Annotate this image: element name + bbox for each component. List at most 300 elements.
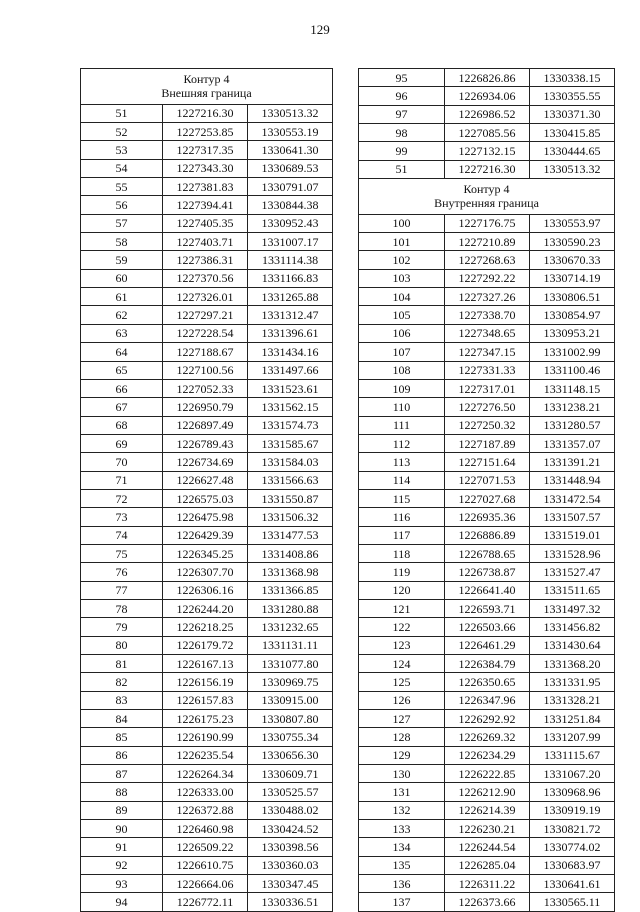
point-number-cell: 108 [359,361,445,379]
x-coordinate-cell: 1227338.70 [445,306,530,324]
point-number-cell: 60 [81,269,163,287]
x-coordinate-cell: 1226429.39 [163,526,248,544]
y-coordinate-cell: 1331077.80 [248,655,333,673]
table-row [81,453,333,471]
x-coordinate-cell: 1226575.03 [163,489,248,507]
y-coordinate-cell: 1331574.73 [248,416,333,434]
point-number-cell: 110 [359,398,445,416]
table-row [81,875,333,893]
point-number-cell: 63 [81,324,163,342]
table-row [359,710,615,728]
point-number-cell: 109 [359,379,445,397]
table-row [81,196,333,214]
page-number: 129 [310,22,330,37]
x-coordinate-cell: 1226167.13 [163,655,248,673]
table-row [81,104,333,122]
point-number-cell: 56 [81,196,163,214]
x-coordinate-cell: 1226244.20 [163,599,248,617]
point-number-cell: 136 [359,875,445,893]
point-number-cell: 52 [81,123,163,141]
point-number-cell: 112 [359,434,445,452]
point-number-cell: 131 [359,783,445,801]
point-number-cell: 124 [359,655,445,673]
x-coordinate-cell: 1226738.87 [445,563,530,581]
point-number-cell: 80 [81,636,163,654]
table-row [359,581,615,599]
y-coordinate-cell: 1331251.84 [530,710,615,728]
table-row [359,233,615,251]
y-coordinate-cell: 1331280.88 [248,599,333,617]
point-number-cell: 71 [81,471,163,489]
table-row [81,856,333,874]
x-coordinate-cell: 1226627.48 [163,471,248,489]
table-row [359,526,615,544]
contour-header-inner [359,179,615,215]
y-coordinate-cell: 1330952.43 [248,214,333,232]
x-coordinate-cell: 1227100.56 [163,361,248,379]
table-row [81,728,333,746]
table-row [359,508,615,526]
y-coordinate-cell: 1331584.03 [248,453,333,471]
point-number-cell: 59 [81,251,163,269]
point-number-cell: 100 [359,214,445,232]
point-number-cell: 51 [359,160,445,178]
coordinates-table-left [80,68,333,912]
x-coordinate-cell: 1227228.54 [163,324,248,342]
y-coordinate-cell: 1331506.32 [248,508,333,526]
x-coordinate-cell: 1226503.66 [445,618,530,636]
x-coordinate-cell: 1227132.15 [445,142,530,160]
point-number-cell: 118 [359,544,445,562]
y-coordinate-cell: 1330553.97 [530,214,615,232]
x-coordinate-cell: 1227297.21 [163,306,248,324]
table-row [359,691,615,709]
table-row [81,288,333,306]
contour-header-outer [81,69,333,105]
y-coordinate-cell: 1330513.32 [530,160,615,178]
point-number-cell: 73 [81,508,163,526]
table-row [81,141,333,159]
table-row [359,599,615,617]
y-coordinate-cell: 1330656.30 [248,746,333,764]
table-row [359,453,615,471]
table-row [81,655,333,673]
y-coordinate-cell: 1331391.21 [530,453,615,471]
x-coordinate-cell: 1227188.67 [163,343,248,361]
x-coordinate-cell: 1226641.40 [445,581,530,599]
x-coordinate-cell: 1227276.50 [445,398,530,416]
y-coordinate-cell: 1331067.20 [530,765,615,783]
x-coordinate-cell: 1226244.54 [445,838,530,856]
table-row [359,655,615,673]
x-coordinate-cell: 1226788.65 [445,544,530,562]
x-coordinate-cell: 1227326.01 [163,288,248,306]
y-coordinate-cell: 1331368.20 [530,655,615,673]
point-number-cell: 102 [359,251,445,269]
x-coordinate-cell: 1226350.65 [445,673,530,691]
table-row [81,710,333,728]
point-number-cell: 53 [81,141,163,159]
table-row [359,875,615,893]
table-row [359,801,615,819]
x-coordinate-cell: 1226285.04 [445,856,530,874]
table-row [81,324,333,342]
table-row [81,838,333,856]
x-coordinate-cell: 1226384.79 [445,655,530,673]
y-coordinate-cell: 1331507.57 [530,508,615,526]
table-row [359,471,615,489]
point-number-cell: 70 [81,453,163,471]
y-coordinate-cell: 1331312.47 [248,306,333,324]
x-coordinate-cell: 1227317.01 [445,379,530,397]
table-row [359,306,615,324]
x-coordinate-cell: 1227386.31 [163,251,248,269]
x-coordinate-cell: 1227347.15 [445,343,530,361]
point-number-cell: 104 [359,288,445,306]
x-coordinate-cell: 1226734.69 [163,453,248,471]
contour-subtitle: Внутренняя граница [434,196,539,211]
y-coordinate-cell: 1330774.02 [530,838,615,856]
y-coordinate-cell: 1331550.87 [248,489,333,507]
point-number-cell: 87 [81,765,163,783]
y-coordinate-cell: 1331585.67 [248,434,333,452]
x-coordinate-cell: 1226950.79 [163,398,248,416]
y-coordinate-cell: 1331497.66 [248,361,333,379]
table-row [359,87,615,105]
y-coordinate-cell: 1330338.15 [530,69,615,87]
x-coordinate-cell: 1227027.68 [445,489,530,507]
y-coordinate-cell: 1330641.30 [248,141,333,159]
y-coordinate-cell: 1330565.11 [530,893,615,911]
x-coordinate-cell: 1226886.89 [445,526,530,544]
y-coordinate-cell: 1330553.19 [248,123,333,141]
y-coordinate-cell: 1330969.75 [248,673,333,691]
x-coordinate-cell: 1226772.11 [163,893,248,911]
x-coordinate-cell: 1227381.83 [163,178,248,196]
table-row [359,416,615,434]
y-coordinate-cell: 1331368.98 [248,563,333,581]
table-row [81,269,333,287]
x-coordinate-cell: 1226175.23 [163,710,248,728]
y-coordinate-cell: 1331497.32 [530,599,615,617]
y-coordinate-cell: 1330953.21 [530,324,615,342]
point-number-cell: 115 [359,489,445,507]
table-row [81,820,333,838]
x-coordinate-cell: 1226212.90 [445,783,530,801]
x-coordinate-cell: 1226214.39 [445,801,530,819]
x-coordinate-cell: 1226934.06 [445,87,530,105]
coordinates-table-right [358,68,615,912]
point-number-cell: 130 [359,765,445,783]
y-coordinate-cell: 1331566.63 [248,471,333,489]
x-coordinate-cell: 1226789.43 [163,434,248,452]
table-row [81,251,333,269]
x-coordinate-cell: 1226986.52 [445,105,530,123]
point-number-cell: 62 [81,306,163,324]
y-coordinate-cell: 1331527.47 [530,563,615,581]
x-coordinate-cell: 1226461.29 [445,636,530,654]
point-number-cell: 66 [81,379,163,397]
y-coordinate-cell: 1330854.97 [530,306,615,324]
y-coordinate-cell: 1331131.11 [248,636,333,654]
point-number-cell: 95 [359,69,445,87]
x-coordinate-cell: 1227268.63 [445,251,530,269]
point-number-cell: 133 [359,820,445,838]
table-row [81,471,333,489]
table-row [81,306,333,324]
point-number-cell: 117 [359,526,445,544]
point-number-cell: 81 [81,655,163,673]
x-coordinate-cell: 1226230.21 [445,820,530,838]
x-coordinate-cell: 1226897.49 [163,416,248,434]
point-number-cell: 119 [359,563,445,581]
table-row [359,124,615,142]
y-coordinate-cell: 1331434.16 [248,343,333,361]
table-row [81,581,333,599]
point-number-cell: 137 [359,893,445,911]
y-coordinate-cell: 1331430.64 [530,636,615,654]
point-number-cell: 68 [81,416,163,434]
table-row [359,214,615,232]
y-coordinate-cell: 1330641.61 [530,875,615,893]
x-coordinate-cell: 1227216.30 [445,160,530,178]
y-coordinate-cell: 1331232.65 [248,618,333,636]
point-number-cell: 113 [359,453,445,471]
x-coordinate-cell: 1227348.65 [445,324,530,342]
point-number-cell: 135 [359,856,445,874]
table-row [81,416,333,434]
point-number-cell: 69 [81,434,163,452]
y-coordinate-cell: 1331148.15 [530,379,615,397]
point-number-cell: 132 [359,801,445,819]
x-coordinate-cell: 1226264.34 [163,765,248,783]
table-row [359,856,615,874]
contour-title: Контур 4 [463,182,510,197]
point-number-cell: 89 [81,801,163,819]
table-row [81,618,333,636]
point-number-cell: 85 [81,728,163,746]
y-coordinate-cell: 1330415.85 [530,124,615,142]
x-coordinate-cell: 1226311.22 [445,875,530,893]
x-coordinate-cell: 1227216.30 [163,104,248,122]
table-row [359,728,615,746]
y-coordinate-cell: 1331456.82 [530,618,615,636]
point-number-cell: 122 [359,618,445,636]
y-coordinate-cell: 1331265.88 [248,288,333,306]
x-coordinate-cell: 1226307.70 [163,563,248,581]
table-row [359,343,615,361]
x-coordinate-cell: 1227405.35 [163,214,248,232]
table-row [359,288,615,306]
table-row [81,801,333,819]
point-number-cell: 92 [81,856,163,874]
x-coordinate-cell: 1226373.66 [445,893,530,911]
point-number-cell: 107 [359,343,445,361]
y-coordinate-cell: 1331002.99 [530,343,615,361]
y-coordinate-cell: 1330755.34 [248,728,333,746]
table-row [81,673,333,691]
table-row [81,343,333,361]
table-row [359,269,615,287]
x-coordinate-cell: 1226190.99 [163,728,248,746]
y-coordinate-cell: 1330915.00 [248,691,333,709]
table-row [359,379,615,397]
y-coordinate-cell: 1330968.96 [530,783,615,801]
y-coordinate-cell: 1331511.65 [530,581,615,599]
y-coordinate-cell: 1331280.57 [530,416,615,434]
point-number-cell: 77 [81,581,163,599]
point-number-cell: 128 [359,728,445,746]
x-coordinate-cell: 1227085.56 [445,124,530,142]
x-coordinate-cell: 1226235.54 [163,746,248,764]
x-coordinate-cell: 1226157.83 [163,691,248,709]
x-coordinate-cell: 1226222.85 [445,765,530,783]
table-row [359,160,615,178]
y-coordinate-cell: 1330670.33 [530,251,615,269]
x-coordinate-cell: 1226610.75 [163,856,248,874]
y-coordinate-cell: 1331166.83 [248,269,333,287]
x-coordinate-cell: 1227317.35 [163,141,248,159]
table-row [359,820,615,838]
table-header-row [359,179,615,215]
point-number-cell: 82 [81,673,163,691]
point-number-cell: 61 [81,288,163,306]
x-coordinate-cell: 1227343.30 [163,159,248,177]
point-number-cell: 58 [81,233,163,251]
y-coordinate-cell: 1330424.52 [248,820,333,838]
y-coordinate-cell: 1330590.23 [530,233,615,251]
y-coordinate-cell: 1330919.19 [530,801,615,819]
point-number-cell: 74 [81,526,163,544]
table-row [81,526,333,544]
y-coordinate-cell: 1330609.71 [248,765,333,783]
point-number-cell: 127 [359,710,445,728]
table-row [81,361,333,379]
point-number-cell: 64 [81,343,163,361]
table-row [359,489,615,507]
y-coordinate-cell: 1331007.17 [248,233,333,251]
table-row [81,123,333,141]
y-coordinate-cell: 1331331.95 [530,673,615,691]
y-coordinate-cell: 1331562.15 [248,398,333,416]
point-number-cell: 54 [81,159,163,177]
point-number-cell: 105 [359,306,445,324]
x-coordinate-cell: 1226306.16 [163,581,248,599]
point-number-cell: 116 [359,508,445,526]
x-coordinate-cell: 1227187.89 [445,434,530,452]
table-row [359,142,615,160]
y-coordinate-cell: 1331328.21 [530,691,615,709]
y-coordinate-cell: 1331114.38 [248,251,333,269]
point-number-cell: 86 [81,746,163,764]
point-number-cell: 51 [81,104,163,122]
x-coordinate-cell: 1227331.33 [445,361,530,379]
y-coordinate-cell: 1331477.53 [248,526,333,544]
y-coordinate-cell: 1330398.56 [248,838,333,856]
point-number-cell: 75 [81,544,163,562]
y-coordinate-cell: 1331396.61 [248,324,333,342]
x-coordinate-cell: 1226935.36 [445,508,530,526]
x-coordinate-cell: 1226333.00 [163,783,248,801]
y-coordinate-cell: 1330689.53 [248,159,333,177]
y-coordinate-cell: 1330488.02 [248,801,333,819]
x-coordinate-cell: 1227327.26 [445,288,530,306]
point-number-cell: 90 [81,820,163,838]
y-coordinate-cell: 1331472.54 [530,489,615,507]
y-coordinate-cell: 1330444.65 [530,142,615,160]
x-coordinate-cell: 1227210.89 [445,233,530,251]
y-coordinate-cell: 1330821.72 [530,820,615,838]
x-coordinate-cell: 1226593.71 [445,599,530,617]
table-row [359,673,615,691]
table-row [81,893,333,911]
point-number-cell: 83 [81,691,163,709]
table-row [81,691,333,709]
table-row [359,563,615,581]
table-row [81,783,333,801]
point-number-cell: 57 [81,214,163,232]
x-coordinate-cell: 1226475.98 [163,508,248,526]
x-coordinate-cell: 1227394.41 [163,196,248,214]
contour-subtitle: Внешняя граница [161,86,252,101]
table-row [81,636,333,654]
table-row [359,544,615,562]
table-row [359,251,615,269]
y-coordinate-cell: 1331519.01 [530,526,615,544]
table-row [81,233,333,251]
point-number-cell: 120 [359,581,445,599]
x-coordinate-cell: 1226269.32 [445,728,530,746]
table-row [81,159,333,177]
y-coordinate-cell: 1330844.38 [248,196,333,214]
point-number-cell: 94 [81,893,163,911]
y-coordinate-cell: 1330807.80 [248,710,333,728]
y-coordinate-cell: 1331408.86 [248,544,333,562]
table-row [81,214,333,232]
table-row [359,783,615,801]
table-row [81,398,333,416]
table-row [359,434,615,452]
x-coordinate-cell: 1226179.72 [163,636,248,654]
point-number-cell: 55 [81,178,163,196]
x-coordinate-cell: 1226826.86 [445,69,530,87]
table-row [81,544,333,562]
point-number-cell: 76 [81,563,163,581]
y-coordinate-cell: 1331357.07 [530,434,615,452]
point-number-cell: 106 [359,324,445,342]
x-coordinate-cell: 1227052.33 [163,379,248,397]
x-coordinate-cell: 1226234.29 [445,746,530,764]
y-coordinate-cell: 1330791.07 [248,178,333,196]
x-coordinate-cell: 1226347.96 [445,691,530,709]
point-number-cell: 103 [359,269,445,287]
y-coordinate-cell: 1330360.03 [248,856,333,874]
point-number-cell: 65 [81,361,163,379]
point-number-cell: 125 [359,673,445,691]
point-number-cell: 123 [359,636,445,654]
x-coordinate-cell: 1226292.92 [445,710,530,728]
table-row [81,379,333,397]
x-coordinate-cell: 1226460.98 [163,820,248,838]
contour-title: Контур 4 [183,72,230,87]
point-number-cell: 96 [359,87,445,105]
x-coordinate-cell: 1227151.64 [445,453,530,471]
x-coordinate-cell: 1226509.22 [163,838,248,856]
table-row [359,105,615,123]
y-coordinate-cell: 1331523.61 [248,379,333,397]
table-row [359,398,615,416]
x-coordinate-cell: 1227250.32 [445,416,530,434]
